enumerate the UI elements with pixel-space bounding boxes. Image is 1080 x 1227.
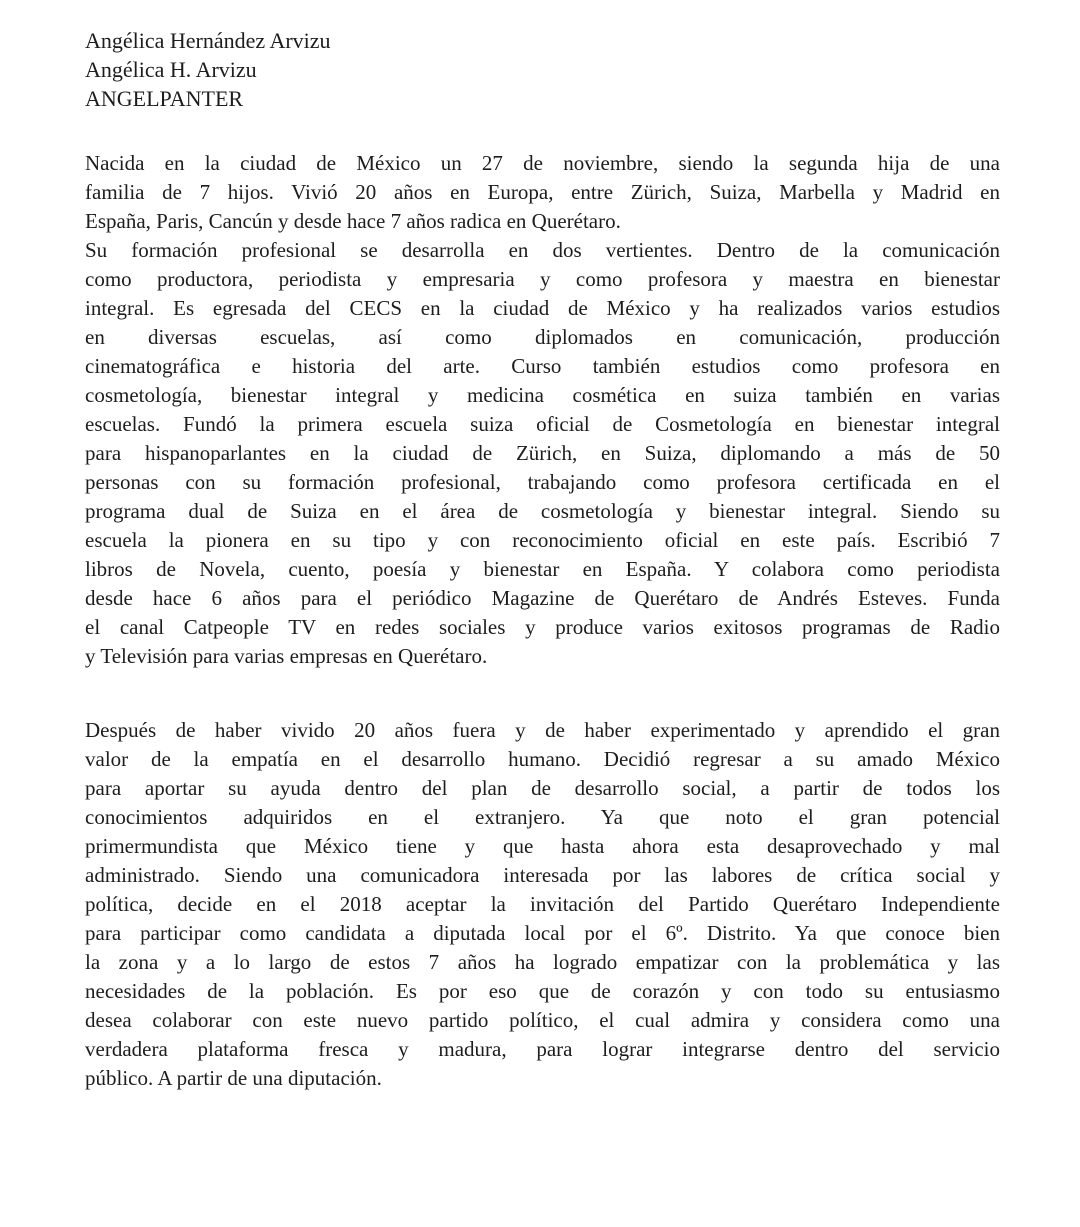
text-line: Nacida en la ciudad de México un 27 de noviembre, siendo la segunda hija de una bbox=[85, 151, 1000, 175]
text-line: cinematográfica e historia del arte. Curso también estudios como profesora en bbox=[85, 354, 1000, 378]
text-line: desea colaborar con este nuevo partido político, el cual admira y considera como una bbox=[85, 1008, 1000, 1032]
text-line: verdadera plataforma fresca y madura, para lograr integrarse dentro del servicio bbox=[85, 1037, 1000, 1061]
paragraph bbox=[85, 149, 1000, 236]
author-name-full: Angélica Hernández Arvizu bbox=[85, 28, 331, 53]
text-line: integral. Es egresada del CECS en la ciudad de México y ha realizados varios estudios bbox=[85, 296, 1000, 320]
document-body bbox=[85, 149, 1000, 1093]
header-block bbox=[85, 26, 1000, 113]
text-block bbox=[85, 716, 1000, 1093]
text-line: escuela la pionera en su tipo y con reconocimiento oficial en este país. Escribió 7 bbox=[85, 528, 1000, 552]
text-line: como productora, periodista y empresaria y como profesora y maestra en bienestar bbox=[85, 267, 1000, 291]
text-line: primermundista que México tiene y que hasta ahora esta desaprovechado y mal bbox=[85, 834, 1000, 858]
document-content bbox=[85, 26, 1000, 1093]
text-line: personas con su formación profesional, trabajando como profesora certificada en el bbox=[85, 470, 1000, 494]
text-line: para hispanoparlantes en la ciudad de Zürich, en Suiza, diplomando a más de 50 bbox=[85, 441, 1000, 465]
text-line: cosmetología, bienestar integral y medicina cosmética en suiza también en varias bbox=[85, 383, 1000, 407]
text-line: conocimientos adquiridos en el extranjero. Ya que noto el gran potencial bbox=[85, 805, 1000, 829]
text-line: administrado. Siendo una comunicadora interesada por las labores de crítica social y bbox=[85, 863, 1000, 887]
text-line: política, decide en el 2018 aceptar la invitación del Partido Querétaro Independiente bbox=[85, 892, 1000, 916]
author-alias: ANGELPANTER bbox=[85, 86, 244, 111]
text-line: España, Paris, Cancún y desde hace 7 años radica en Querétaro. bbox=[85, 209, 621, 233]
text-line: la zona y a lo largo de estos 7 años ha logrado empatizar con la problemática y las bbox=[85, 950, 1000, 974]
text-line: escuelas. Fundó la primera escuela suiza oficial de Cosmetología en bienestar integral bbox=[85, 412, 1000, 436]
text-line: necesidades de la población. Es por eso que de corazón y con todo su entusiasmo bbox=[85, 979, 1000, 1003]
author-name-short: Angélica H. Arvizu bbox=[85, 57, 257, 82]
text-block bbox=[85, 149, 1000, 671]
paragraph bbox=[85, 716, 1000, 1093]
paragraph bbox=[85, 236, 1000, 671]
text-line: y Televisión para varias empresas en Querétaro. bbox=[85, 644, 488, 668]
text-line: el canal Catpeople TV en redes sociales y produce varios exitosos programas de Radio bbox=[85, 615, 1000, 639]
text-line: programa dual de Suiza en el área de cosmetología y bienestar integral. Siendo su bbox=[85, 499, 1000, 523]
text-line: para aportar su ayuda dentro del plan de desarrollo social, a partir de todos los bbox=[85, 776, 1000, 800]
text-line: Después de haber vivido 20 años fuera y de haber experimentado y aprendido el gran bbox=[85, 718, 1000, 742]
text-line: en diversas escuelas, así como diplomados en comunicación, producción bbox=[85, 325, 1000, 349]
text-line: familia de 7 hijos. Vivió 20 años en Europa, entre Zürich, Suiza, Marbella y Madrid en bbox=[85, 180, 1000, 204]
text-line: para participar como candidata a diputada local por el 6º. Distrito. Ya que conoce bien bbox=[85, 921, 1000, 945]
text-line: valor de la empatía en el desarrollo humano. Decidió regresar a su amado México bbox=[85, 747, 1000, 771]
text-line: público. A partir de una diputación. bbox=[85, 1066, 382, 1090]
text-line: libros de Novela, cuento, poesía y bienestar en España. Y colabora como periodista bbox=[85, 557, 1000, 581]
text-line: Su formación profesional se desarrolla en dos vertientes. Dentro de la comunicación bbox=[85, 238, 1000, 262]
text-line: desde hace 6 años para el periódico Magazine de Querétaro de Andrés Esteves. Funda bbox=[85, 586, 1000, 610]
